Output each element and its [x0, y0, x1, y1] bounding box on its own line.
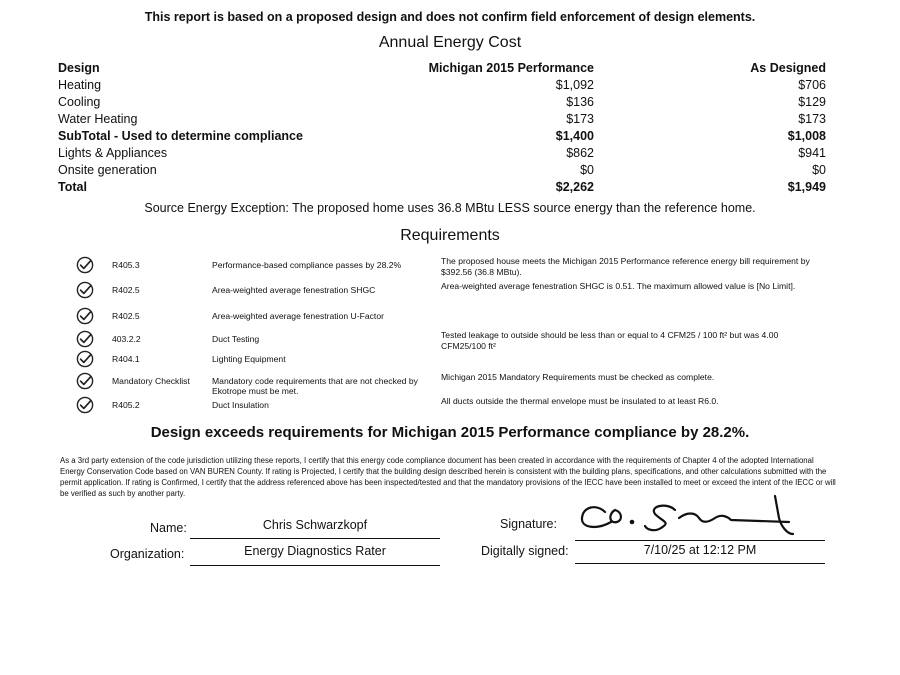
compliance-summary: Design exceeds requirements for Michigan 2015 Performance compliance by 28.2%.: [150, 424, 750, 441]
handwritten-signature: [575, 488, 830, 540]
cost-row: [58, 112, 826, 129]
cost-row-designed-value: $706: [798, 78, 826, 92]
check-circle-icon: [76, 396, 94, 414]
check-circle-icon: [76, 330, 94, 348]
requirement-code: R402.5: [112, 285, 140, 295]
column-header-as-designed: As Designed: [750, 61, 826, 75]
requirement-note: All ducts outside the thermal envelope must be insulated to at least R6.0.: [441, 396, 719, 406]
cost-row-michigan-value: $2,262: [555, 180, 594, 194]
cost-row-michigan-value: $136: [566, 95, 594, 109]
cost-row: [58, 78, 826, 95]
cost-row: [58, 163, 826, 180]
cost-row-label: Heating: [58, 78, 102, 92]
cost-row-michigan-value: $0: [580, 163, 594, 177]
cost-row-label: Lights & Appliances: [58, 146, 168, 160]
digitally-signed-label: Digitally signed:: [481, 544, 569, 558]
digitally-signed-line: [575, 563, 825, 564]
requirement-description: Duct Insulation: [212, 400, 269, 410]
organization-value: Energy Diagnostics Rater: [244, 544, 386, 558]
requirements-title: Requirements: [400, 227, 500, 244]
cost-row: [58, 180, 826, 197]
requirement-code: R405.2: [112, 400, 140, 410]
check-circle-icon: [76, 372, 94, 390]
cost-row: [58, 129, 826, 146]
requirement-note: Michigan 2015 Mandatory Requirements must be checked as complete.: [441, 372, 715, 382]
organization-label: Organization:: [110, 547, 185, 561]
cost-row: [58, 146, 826, 163]
check-circle-icon: [76, 307, 94, 325]
cost-row-label: Cooling: [58, 95, 101, 109]
requirement-note: The proposed house meets the Michigan 2015 Performance reference energy bill requirement by $392.56 (36.8 MBtu).: [441, 256, 810, 277]
check-circle-icon: [76, 256, 94, 274]
requirement-code: R402.5: [112, 311, 140, 321]
requirement-note: Tested leakage to outside should be less than or equal to 4 CFM25 / 100 ft² but was 4.00 CFM25/100 ft²: [441, 330, 779, 351]
requirement-description: Mandatory code requirements that are not checked by Ekotrope must be met.: [212, 376, 418, 396]
cost-row-designed-value: $941: [798, 146, 826, 160]
cost-row-michigan-value: $173: [566, 112, 594, 126]
signature-line: [575, 540, 825, 541]
cost-row-designed-value: $1,949: [787, 180, 826, 194]
cost-row-designed-value: $1,008: [787, 129, 826, 143]
digitally-signed-value: 7/10/25 at 12:12 PM: [643, 543, 757, 557]
annual-energy-cost-title: Annual Energy Cost: [378, 34, 522, 51]
certification-text: As a 3rd party extension of the code jurisdiction utilizing these reports, I certify that this energy code compliance document has been created in accordance with the requirements of Chapter 4 of the adopted International Energy Conservation Code based on VAN BUREN County. If rating is Projected, I certify that the building design described herein is consistent with the building plans, specifications, and other calculations submitted with the permit application. If rating is Confirmed, I certify that the address referenced above has been inspected/tested and that the mandatory provisions of the IECC have been installed to meet or exceed the intent of the IECC or will be verified as such by another party.: [60, 456, 836, 498]
requirement-description: Performance-based compliance passes by 28.2%: [212, 260, 402, 270]
cost-table-header: [58, 61, 826, 78]
cost-row: [58, 95, 826, 112]
requirement-description: Lighting Equipment: [212, 354, 286, 364]
cost-row-label: SubTotal - Used to determine compliance: [58, 129, 303, 143]
organization-line: [190, 565, 440, 566]
requirement-code: R404.1: [112, 354, 140, 364]
name-line: [190, 538, 440, 539]
column-header-design: Design: [58, 61, 100, 75]
cost-row-michigan-value: $1,400: [555, 129, 594, 143]
requirement-description: Area-weighted average fenestration SHGC: [212, 285, 376, 295]
requirement-description: Area-weighted average fenestration U-Factor: [212, 311, 384, 321]
name-value: Chris Schwarzkopf: [262, 518, 368, 532]
requirement-note: Area-weighted average fenestration SHGC is 0.51. The maximum allowed value is [No Limit].: [441, 281, 796, 291]
cost-row-label: Onsite generation: [58, 163, 157, 177]
cost-row-michigan-value: $862: [566, 146, 594, 160]
signature-label: Signature:: [500, 517, 557, 531]
column-header-michigan: Michigan 2015 Performance: [428, 61, 594, 75]
check-circle-icon: [76, 281, 94, 299]
cost-row-designed-value: $173: [798, 112, 826, 126]
disclaimer: This report is based on a proposed design and does not confirm field enforcement of design elements.: [144, 10, 756, 24]
check-circle-icon: [76, 350, 94, 368]
cost-row-label: Total: [58, 180, 87, 194]
cost-row-label: Water Heating: [58, 112, 138, 126]
name-label: Name:: [150, 521, 187, 535]
requirement-description: Duct Testing: [212, 334, 260, 344]
cost-row-michigan-value: $1,092: [555, 78, 594, 92]
requirement-code: Mandatory Checklist: [112, 376, 190, 386]
source-energy-note: Source Energy Exception: The proposed home uses 36.8 MBtu LESS source energy than the reference home.: [144, 201, 756, 215]
cost-row-designed-value: $0: [812, 163, 826, 177]
requirement-code: 403.2.2: [112, 334, 141, 344]
requirement-code: R405.3: [112, 260, 140, 270]
cost-row-designed-value: $129: [798, 95, 826, 109]
